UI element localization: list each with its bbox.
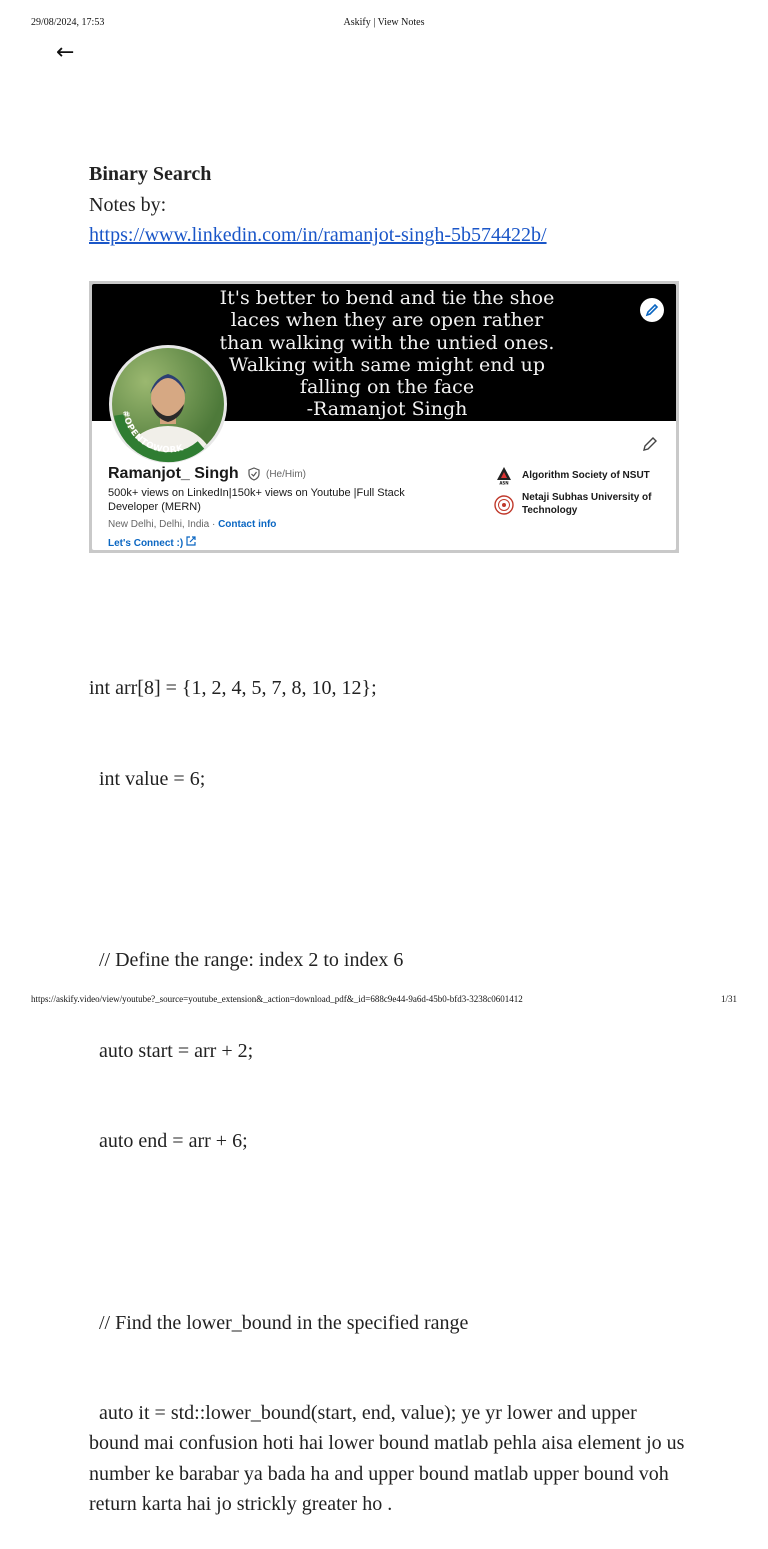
org-name: Algorithm Society of NSUT [522, 469, 650, 481]
external-link-icon [186, 536, 196, 546]
quote-line: -Ramanjot Singh [306, 398, 468, 421]
org-item [494, 465, 650, 485]
print-header-datetime: 29/08/2024, 17:53 [31, 17, 105, 28]
quote-line: Walking with same might end up [228, 353, 546, 376]
location-separator: · [209, 519, 219, 530]
print-footer-page-counter: 1/31 [720, 994, 737, 1004]
code-line: auto it = std::lower_bound(start, end, value); ye yr lower and upper bound mai confusion hoti hai lower bound matlab pehla aisa element jo us number ke barabar ya bada ha and upper bound matlab upper bound voh return karta hai jo strickly greater ho . [89, 1402, 690, 1515]
notes-by-label: Notes by: [89, 194, 167, 216]
quote-line: It's better to bend and tie the shoe [219, 287, 555, 309]
code-line: auto end = arr + 6; [89, 1130, 248, 1153]
print-header-title: Askify | View Notes [343, 17, 425, 28]
print-footer-url: https://askify.video/view/youtube?_source=youtube_extension&_action=download_pdf&_id=688c9e44-9a6d-45b0-bfd3-3238c0601412 [31, 994, 523, 1004]
profile-location: New Delhi, Delhi, India [108, 519, 210, 530]
profile-headline: 500k+ views on LinkedIn|150k+ views on Youtube |Full Stack Developer (MERN) [108, 487, 405, 513]
connect-link [108, 536, 196, 549]
code-line [89, 855, 689, 885]
code-line: auto start = arr + 2; [89, 1039, 254, 1062]
profile-card-image [89, 281, 679, 553]
profile-name: Ramanjot_ Singh [108, 465, 239, 482]
open-to-work-frame [109, 345, 227, 463]
code-block [89, 613, 689, 1549]
nsut-seal-icon [494, 495, 514, 515]
open-to-work-badge: #OPENTOWORK [119, 409, 185, 456]
code-line: // Find the lower_bound in the specified range [89, 1311, 469, 1334]
asn-logo-icon [494, 465, 514, 485]
quote-line: laces when they are open rather [230, 309, 544, 332]
note-title: Binary Search [89, 163, 212, 185]
edit-banner-pencil-icon [640, 298, 664, 322]
edit-profile-pencil-icon [642, 436, 658, 457]
quote-line: falling on the face [299, 376, 475, 399]
profile-pronouns: (He/Him) [266, 469, 306, 480]
quote-line: than walking with the untied ones. [219, 331, 555, 354]
banner-quote [187, 287, 587, 421]
org-item [494, 492, 664, 517]
code-line: // Define the range: index 2 to index 6 [89, 949, 404, 972]
org-name: Netaji Subhas University of Technology [522, 492, 652, 516]
contact-info-link: Contact info [218, 519, 277, 530]
code-line: int arr[8] = {1, 2, 4, 5, 7, 8, 10, 12}; [89, 677, 377, 700]
author-profile-link[interactable]: https://www.linkedin.com/in/ramanjot-singh-5b574422b/ [89, 224, 547, 246]
svg-text:ASN: ASN [499, 480, 509, 485]
verified-shield-icon [247, 467, 261, 486]
back-arrow-icon[interactable]: ← [56, 40, 75, 65]
profile-location-line [108, 519, 276, 530]
code-line: int value = 6; [89, 768, 206, 791]
code-line [89, 1217, 689, 1247]
connect-link-label: Let's Connect :) [108, 538, 184, 549]
